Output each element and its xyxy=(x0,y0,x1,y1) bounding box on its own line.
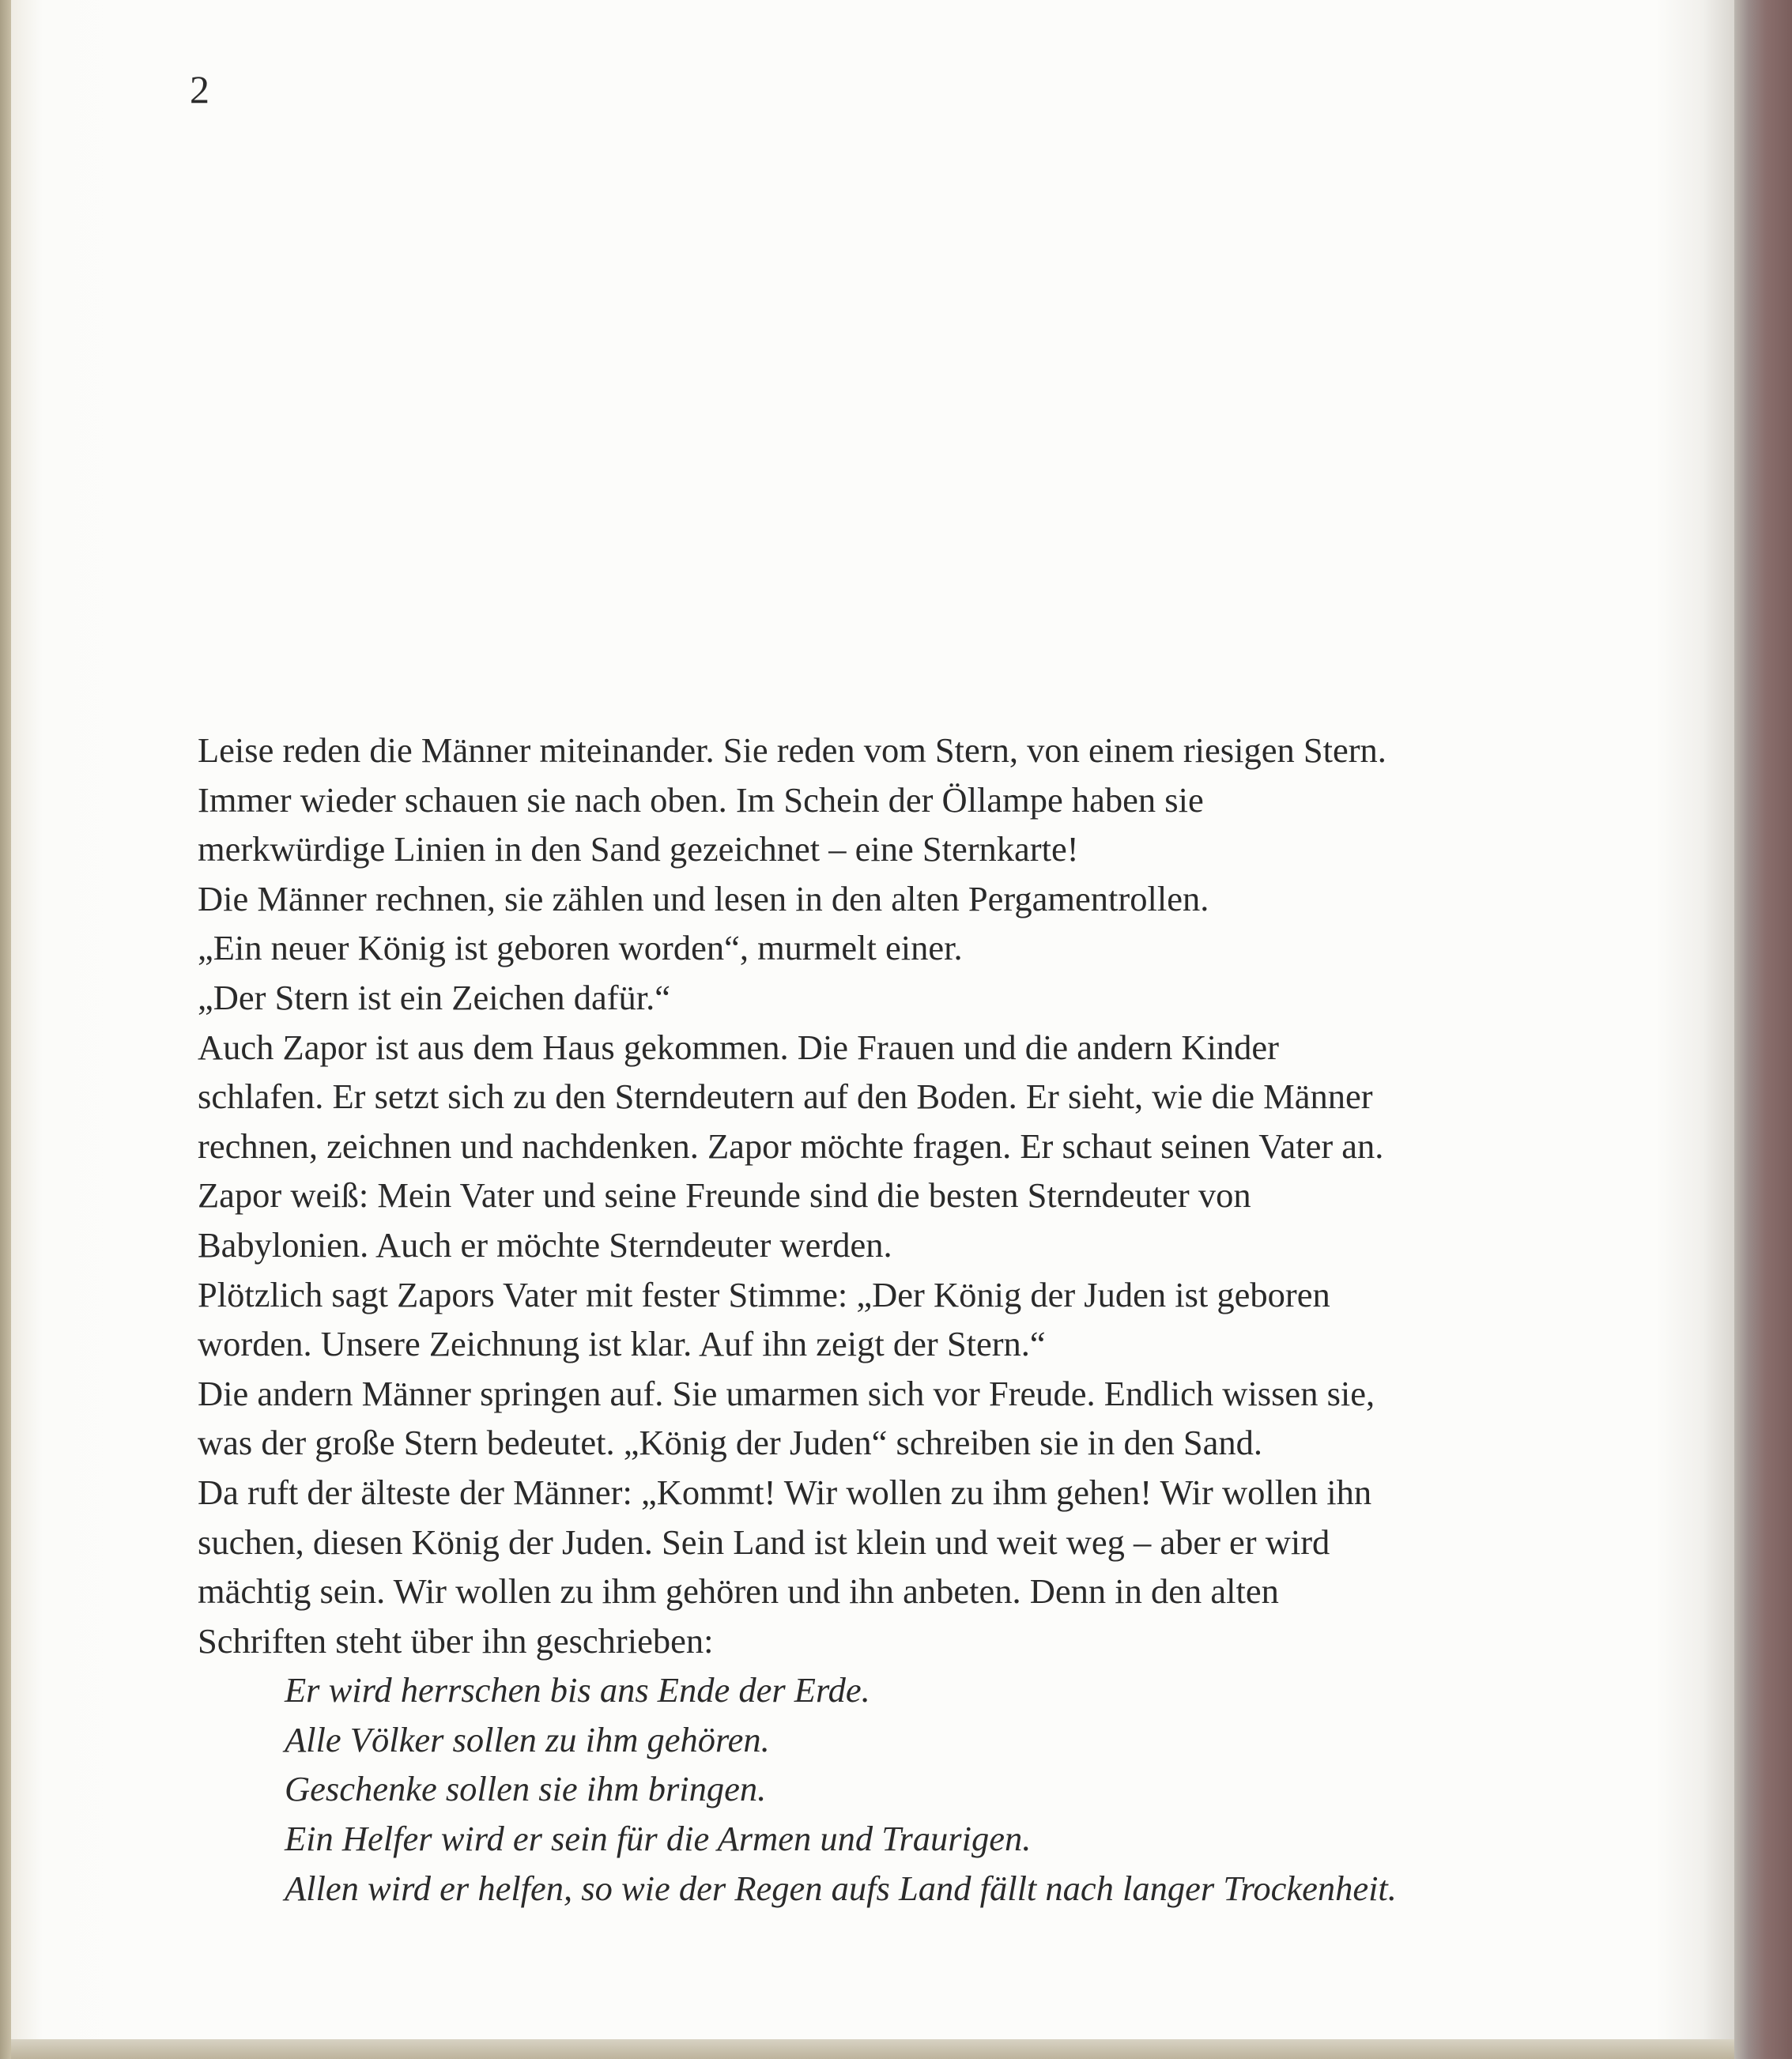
paragraph-line: Immer wieder schauen sie nach oben. Im Schein der Öllampe haben sie xyxy=(198,779,1204,820)
paragraph-line: Zapor weiß: Mein Vater und seine Freunde sind die besten Sterndeuter von xyxy=(198,1175,1251,1216)
paragraph-line: Die andern Männer springen auf. Sie umarmen sich vor Freude. Endlich wissen sie, xyxy=(198,1373,1375,1413)
paragraph-line: schlafen. Er setzt sich zu den Sterndeutern auf den Boden. Er sieht, wie die Männer xyxy=(198,1077,1373,1117)
paragraph-line: Leise reden die Männer miteinander. Sie reden vom Stern, von einem riesigen Stern. xyxy=(198,730,1386,770)
paragraph-line: Auch Zapor ist aus dem Haus gekommen. Die Frauen und die andern Kinder xyxy=(198,1027,1280,1067)
paragraph-line: Da ruft der älteste der Männer: „Kommt! Wir wollen zu ihm gehen! Wir wollen ihn xyxy=(198,1472,1372,1512)
verse-line: Ein Helfer wird er sein für die Armen und Traurigen. xyxy=(285,1819,1032,1859)
page-number: 2 xyxy=(190,67,209,111)
paragraph-line: merkwürdige Linien in den Sand gezeichnet – eine Sternkarte! xyxy=(198,829,1079,869)
book-page xyxy=(11,0,1734,2039)
paragraph-line: was der große Stern bedeutet. „König der Juden“ schreiben sie in den Sand. xyxy=(198,1423,1262,1463)
paragraph-line: Plötzlich sagt Zapors Vater mit fester Stimme: „Der König der Juden ist geboren xyxy=(198,1274,1330,1314)
paragraph-line: Die Männer rechnen, sie zählen und lesen in den alten Pergamentrollen. xyxy=(198,878,1209,918)
book-spine xyxy=(1734,0,1792,2059)
paragraph-line: „Ein neuer König ist geboren worden“, murmelt einer. xyxy=(198,928,963,968)
verse-line: Geschenke sollen sie ihm bringen. xyxy=(285,1769,767,1809)
paragraph-line: rechnen, zeichnen und nachdenken. Zapor möchte fragen. Er schaut seinen Vater an. xyxy=(198,1126,1384,1166)
paragraph-line: mächtig sein. Wir wollen zu ihm gehören und ihn anbeten. Denn in den alten xyxy=(198,1571,1279,1612)
verse-line: Alle Völker sollen zu ihm gehören. xyxy=(285,1719,770,1759)
verse-line: Allen wird er helfen, so wie der Regen aufs Land fällt nach langer Trockenheit. xyxy=(285,1868,1397,1908)
book-cover-edge-bottom xyxy=(11,2039,1734,2059)
paragraph-line: Babylonien. Auch er möchte Sterndeuter werden. xyxy=(198,1224,892,1265)
paragraph-line: Schriften steht über ihn geschrieben: xyxy=(198,1620,714,1661)
paragraph-line: „Der Stern ist ein Zeichen dafür.“ xyxy=(198,977,671,1017)
paragraph-line: worden. Unsere Zeichnung ist klar. Auf ihn zeigt der Stern.“ xyxy=(198,1324,1046,1364)
verse-line: Er wird herrschen bis ans Ende der Erde. xyxy=(285,1670,870,1710)
story-text xyxy=(198,726,1739,1913)
book-cover-edge-left xyxy=(0,0,11,2059)
paragraph-line: suchen, diesen König der Juden. Sein Land ist klein und weit weg – aber er wird xyxy=(198,1522,1330,1562)
